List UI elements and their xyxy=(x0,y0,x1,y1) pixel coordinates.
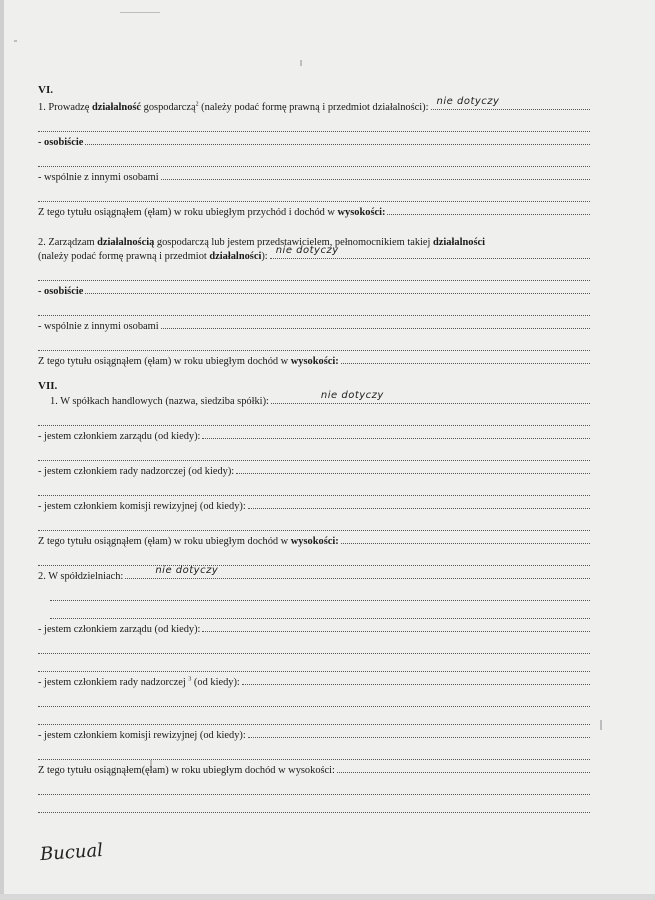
scan-speck xyxy=(600,720,602,730)
vi-item1-jointly-line xyxy=(38,171,590,184)
vi-item1-income-line xyxy=(38,206,590,219)
handwritten-signature: Bucual xyxy=(39,839,104,866)
vii-item2-field xyxy=(125,565,590,579)
dotted-line xyxy=(38,302,590,316)
vii-item2-board-line xyxy=(38,623,590,636)
vii-item2-text: 2. W spółdzielniach: xyxy=(38,571,124,583)
vi-item1-personal-label: - osobiście xyxy=(38,137,84,149)
dotted-line xyxy=(38,482,590,496)
vii-item2-income-label: Z tego tytułu osiągnąłem(ęłam) w roku ubiegłym dochód w wysokości: xyxy=(38,765,335,777)
dotted-line xyxy=(38,799,590,813)
dotted-line xyxy=(38,640,590,654)
section-vii-heading: VII. xyxy=(38,380,58,393)
dotted-line xyxy=(50,605,590,619)
scan-edge-bottom xyxy=(0,894,655,900)
dotted-line xyxy=(38,118,590,132)
vii-item1-supervisory-label: - jestem członkiem rady nadzorczej (od kiedy): xyxy=(38,466,235,478)
handwritten-answer: nie dotyczy xyxy=(155,565,219,577)
vi-item1-income-label: Z tego tytułu osiągnąłem (ęłam) w roku ubiegłym przychód i dochód w wysokości: xyxy=(38,207,386,219)
vi-item2-jointly-line xyxy=(38,320,590,333)
declaration-content xyxy=(38,84,590,813)
dotted-line xyxy=(38,781,590,795)
vii-item1-field xyxy=(271,390,590,404)
vii-item2-supervisory-line xyxy=(38,676,590,689)
vi-item2-personal-line xyxy=(38,285,590,298)
vii-item1-board-label: - jestem członkiem zarządu (od kiedy): xyxy=(38,431,201,443)
dotted-line xyxy=(38,412,590,426)
dotted-line xyxy=(38,693,590,707)
vii-item2-line xyxy=(38,565,590,583)
scan-speck xyxy=(120,12,160,13)
vi-item1-field xyxy=(431,96,590,110)
dotted-line xyxy=(38,552,590,566)
dotted-line xyxy=(38,447,590,461)
vii-item1-line xyxy=(38,390,590,408)
vii-item1-audit-line xyxy=(38,500,590,513)
vii-item1-audit-label: - jestem członkiem komisji rewizyjnej (od kiedy): xyxy=(38,501,246,513)
vi-item1-text: 1. Prowadzę działalność gospodarczą$^2$ (należy podać formę prawną i przedmiot działalności): xyxy=(38,101,429,114)
vii-item2-income-line xyxy=(38,764,590,777)
vii-item1-board-line xyxy=(38,430,590,443)
scan-edge-left xyxy=(0,0,4,900)
vi-item2-income-line xyxy=(38,355,590,368)
dotted-line xyxy=(50,587,590,601)
vii-item1-text: 1. W spółkach handlowych (nazwa, siedziba spółki): xyxy=(50,396,269,408)
vi-item1-jointly-label: - wspólnie z innymi osobami xyxy=(38,172,159,184)
vii-item2-audit-line xyxy=(38,729,590,742)
dotted-line xyxy=(38,337,590,351)
scan-speck xyxy=(300,60,302,66)
dotted-line xyxy=(38,711,590,725)
vi-item2-line2 xyxy=(38,245,590,263)
vii-item2-audit-label: - jestem członkiem komisji rewizyjnej (od kiedy): xyxy=(38,730,246,742)
vi-item2-jointly-label: - wspólnie z innymi osobami xyxy=(38,321,159,333)
dotted-line xyxy=(38,267,590,281)
dotted-line xyxy=(38,517,590,531)
vii-item2-board-label: - jestem członkiem zarządu (od kiedy): xyxy=(38,624,201,636)
vi-item2-field xyxy=(270,245,590,259)
vii-item1-income-line xyxy=(38,535,590,548)
vi-item2-text: 2. Zarządzam działalnością gospodarczą lub jestem przedstawicielem, pełnomocnikiem takiej działalności xyxy=(38,237,485,249)
scan-speck xyxy=(14,40,17,42)
handwritten-answer: nie dotyczy xyxy=(320,390,384,402)
vii-item1-supervisory-line xyxy=(38,465,590,478)
handwritten-answer: nie dotyczy xyxy=(436,96,500,108)
dotted-line xyxy=(38,188,590,202)
vi-item1-line xyxy=(38,96,590,114)
vi-item2-income-label: Z tego tytułu osiągnąłem (ęłam) w roku ubiegłym dochód w wysokości: xyxy=(38,356,339,368)
vii-item2-supervisory-label: - jestem członkiem rady nadzorczej $^3$ (od kiedy): xyxy=(38,676,240,689)
dotted-line xyxy=(38,153,590,167)
dotted-line xyxy=(38,746,590,760)
vi-item2-text2: (należy podać formę prawną i przedmiot działalności): xyxy=(38,251,268,263)
dotted-line xyxy=(38,658,590,672)
vi-item2-personal-label: - osobiście xyxy=(38,286,84,298)
section-vi-heading: VI. xyxy=(38,84,53,96)
vii-item1-income-label: Z tego tytułu osiągnąłem (ęłam) w roku ubiegłym dochód w wysokości: xyxy=(38,536,339,548)
vi-item1-personal-line xyxy=(38,136,590,149)
handwritten-answer: nie dotyczy xyxy=(275,245,339,257)
